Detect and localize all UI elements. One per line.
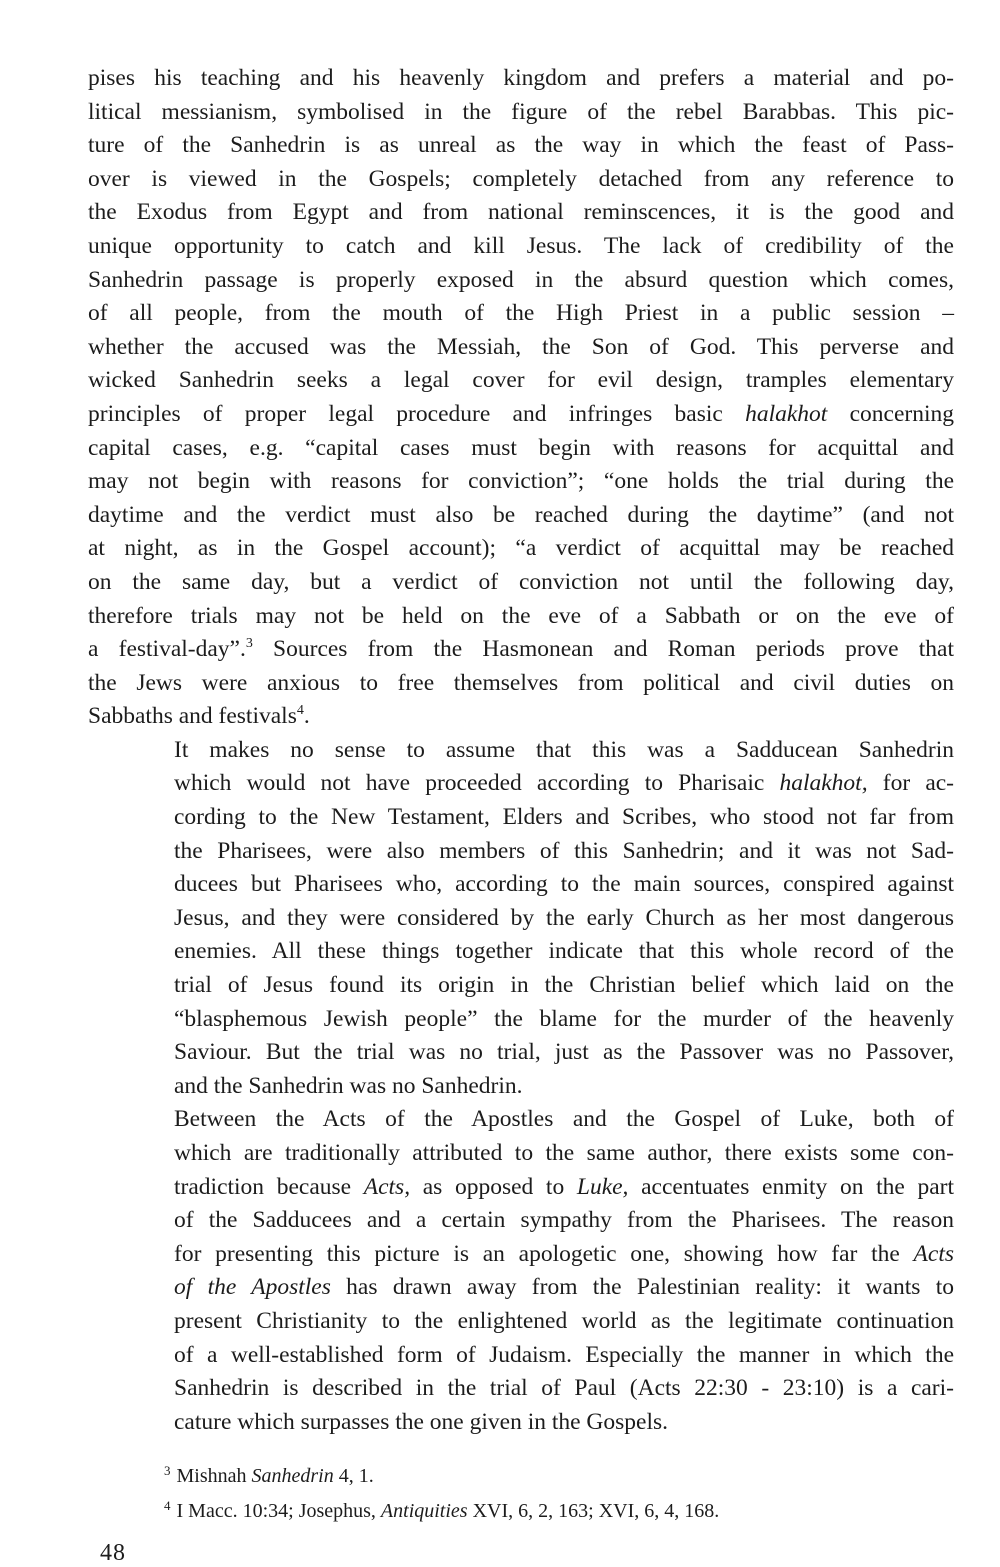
paragraph <box>88 62 954 734</box>
text-line <box>88 835 954 869</box>
text-line <box>88 1372 954 1406</box>
text-line <box>88 331 954 365</box>
text-run: Jesus, and they were considered by the early Church as her most dangerous <box>174 904 954 931</box>
text-line <box>88 700 954 734</box>
italic-run: Acts, <box>363 1173 411 1200</box>
text-line <box>88 600 954 634</box>
text-run: of the Sadducees and a certain sympathy from the Pharisees. The reason <box>174 1207 954 1234</box>
text-run: the Jews were anxious to free themselves from political and civil duties on <box>88 669 954 696</box>
text-run: I Macc. 10:34; Josephus, <box>176 1500 381 1522</box>
text-run: principles of proper legal procedure and infringes basic <box>88 400 746 427</box>
italic-run: halakhot <box>745 400 828 427</box>
text-run: ture of the Sanhedrin is as unreal as the way in which the feast of Pass- <box>88 132 954 159</box>
text-line <box>88 264 954 298</box>
text-line <box>88 969 954 1003</box>
text-run: It makes no sense to assume that this was a Sadducean Sanhedrin <box>174 736 954 763</box>
italic-run: Antiquities <box>380 1500 468 1522</box>
text-run: therefore trials may not be held on the eve of a Sabbath or on the eve of <box>88 602 954 629</box>
text-run: as opposed to <box>410 1173 577 1200</box>
text-run: wicked Sanhedrin seeks a legal cover for evil design, tramples elementary <box>88 367 954 394</box>
text-run: Mishnah <box>176 1465 252 1487</box>
text-line <box>88 1070 954 1104</box>
footnotes <box>164 1456 924 1526</box>
footnote <box>164 1491 924 1526</box>
text-run: of a well-established form of Judaism. Especially the manner in which the <box>174 1341 954 1368</box>
italic-run: Luke, <box>576 1173 629 1200</box>
text-run: tradiction because <box>174 1173 364 1200</box>
text-line <box>88 96 954 130</box>
text-run: cording to the New Testament, Elders and Scribes, who stood not far from <box>174 804 954 831</box>
text-run: capital cases, e.g. “capital cases must begin with reasons for acquittal and <box>88 434 954 461</box>
text-run: a festival-day”. <box>88 636 246 663</box>
text-line <box>88 230 954 264</box>
paragraph <box>88 734 954 1104</box>
text-line <box>88 499 954 533</box>
text-line <box>88 1271 954 1305</box>
text-run: the Pharisees, were also members of this Sanhedrin; and it was not Sad- <box>174 837 954 864</box>
text-run: unique opportunity to catch and kill Jesus. The lack of credibility of the <box>88 232 954 259</box>
body-text <box>88 62 954 1439</box>
text-line <box>88 935 954 969</box>
text-line <box>88 734 954 768</box>
text-run: which are traditionally attributed to the same author, there exists some con- <box>174 1140 954 1166</box>
text-run: of all people, from the mouth of the High Priest in a public session – <box>88 300 954 327</box>
text-run: accentuates enmity on the part <box>628 1173 954 1200</box>
text-line <box>88 1238 954 1272</box>
text-run: litical messianism, symbolised in the figure of the rebel Barabbas. This pic- <box>88 98 954 125</box>
text-run: ducees but Pharisees who, according to the main sources, conspired against <box>174 871 954 898</box>
text-run: and the Sanhedrin was no Sanhedrin. <box>174 1072 523 1099</box>
text-run: enemies. All these things together indicate that this whole record of the <box>174 938 954 965</box>
text-line <box>88 432 954 466</box>
text-run: . <box>303 703 310 730</box>
text-run: trial of Jesus found its origin in the Christian belief which laid on the <box>174 972 954 999</box>
text-run: Saviour. But the trial was no trial, just as the Passover was no Passover, <box>174 1039 954 1066</box>
text-line <box>88 1339 954 1373</box>
text-line <box>88 868 954 902</box>
text-line <box>88 1204 954 1238</box>
text-run: Sanhedrin passage is properly exposed in the absurd question which comes, <box>88 266 954 293</box>
text-line <box>88 1171 954 1205</box>
italic-run: Acts <box>913 1240 954 1267</box>
text-run: which would not have proceeded according to Pharisaic <box>174 770 780 797</box>
page-number: 48 <box>100 1540 126 1566</box>
text-line <box>88 196 954 230</box>
text-run: daytime and the verdict must also be reached during the daytime” (and not <box>88 501 954 528</box>
text-run: XVI, 6, 2, 163; XVI, 6, 4, 168. <box>467 1500 720 1522</box>
text-line <box>88 1003 954 1037</box>
text-line <box>88 465 954 499</box>
italic-run: Sanhedrin <box>251 1465 334 1487</box>
text-line <box>88 801 954 835</box>
paragraph <box>88 1103 954 1439</box>
text-run: Between the Acts of the Apostles and the Gospel of Luke, both of <box>174 1106 954 1133</box>
text-line <box>88 398 954 432</box>
footnote-number: 3 <box>164 1463 171 1478</box>
text-line <box>88 364 954 398</box>
italic-run: of the Apostles <box>174 1274 331 1301</box>
text-run: concerning <box>827 400 954 427</box>
text-line <box>88 1103 954 1137</box>
text-line <box>88 1406 954 1440</box>
footnote-reference: 4 <box>296 703 304 719</box>
text-run: Sources from the Hasmonean and Roman periods prove that <box>252 636 954 663</box>
footnote-reference: 3 <box>245 636 253 652</box>
text-run: 4, 1. <box>333 1465 374 1487</box>
text-run: for presenting this picture is an apologetic one, showing how far the <box>174 1240 914 1267</box>
text-run: present Christianity to the enlightened world as the legitimate continuation <box>174 1307 954 1334</box>
footnote <box>164 1456 924 1491</box>
text-line <box>88 667 954 701</box>
text-line <box>88 1036 954 1070</box>
text-run: at night, as in the Gospel account); “a verdict of acquittal may be reached <box>88 535 954 562</box>
text-line <box>88 1137 954 1171</box>
text-line <box>88 902 954 936</box>
text-run: may not begin with reasons for conviction”; “one holds the trial during the <box>88 468 954 495</box>
text-line <box>88 163 954 197</box>
text-run: Sanhedrin is described in the trial of Paul (Acts 22:30 - 23:10) is a cari- <box>174 1375 954 1402</box>
text-run: cature which surpasses the one given in the Gospels. <box>174 1408 669 1435</box>
text-run: on the same day, but a verdict of conviction not until the following day, <box>88 568 954 595</box>
text-run: pises his teaching and his heavenly kingdom and prefers a material and po- <box>88 65 954 91</box>
text-line <box>88 566 954 600</box>
text-run: has drawn away from the Palestinian reality: it wants to <box>330 1274 954 1301</box>
italic-run: halakhot, <box>779 770 868 797</box>
text-run: for ac- <box>867 770 955 797</box>
text-run: whether the accused was the Messiah, the Son of God. This perverse and <box>88 333 954 360</box>
text-line <box>88 767 954 801</box>
footnote-number: 4 <box>164 1498 171 1513</box>
text-line <box>88 532 954 566</box>
text-line <box>88 297 954 331</box>
text-line <box>88 633 954 667</box>
text-line <box>88 1305 954 1339</box>
text-line <box>88 129 954 163</box>
text-run: Sabbaths and festivals <box>88 703 297 730</box>
text-run: over is viewed in the Gospels; completely detached from any reference to <box>88 165 954 192</box>
text-run: “blasphemous Jewish people” the blame for the murder of the heavenly <box>174 1005 954 1032</box>
text-line <box>88 62 954 96</box>
text-run: the Exodus from Egypt and from national reminscences, it is the good and <box>88 199 954 226</box>
